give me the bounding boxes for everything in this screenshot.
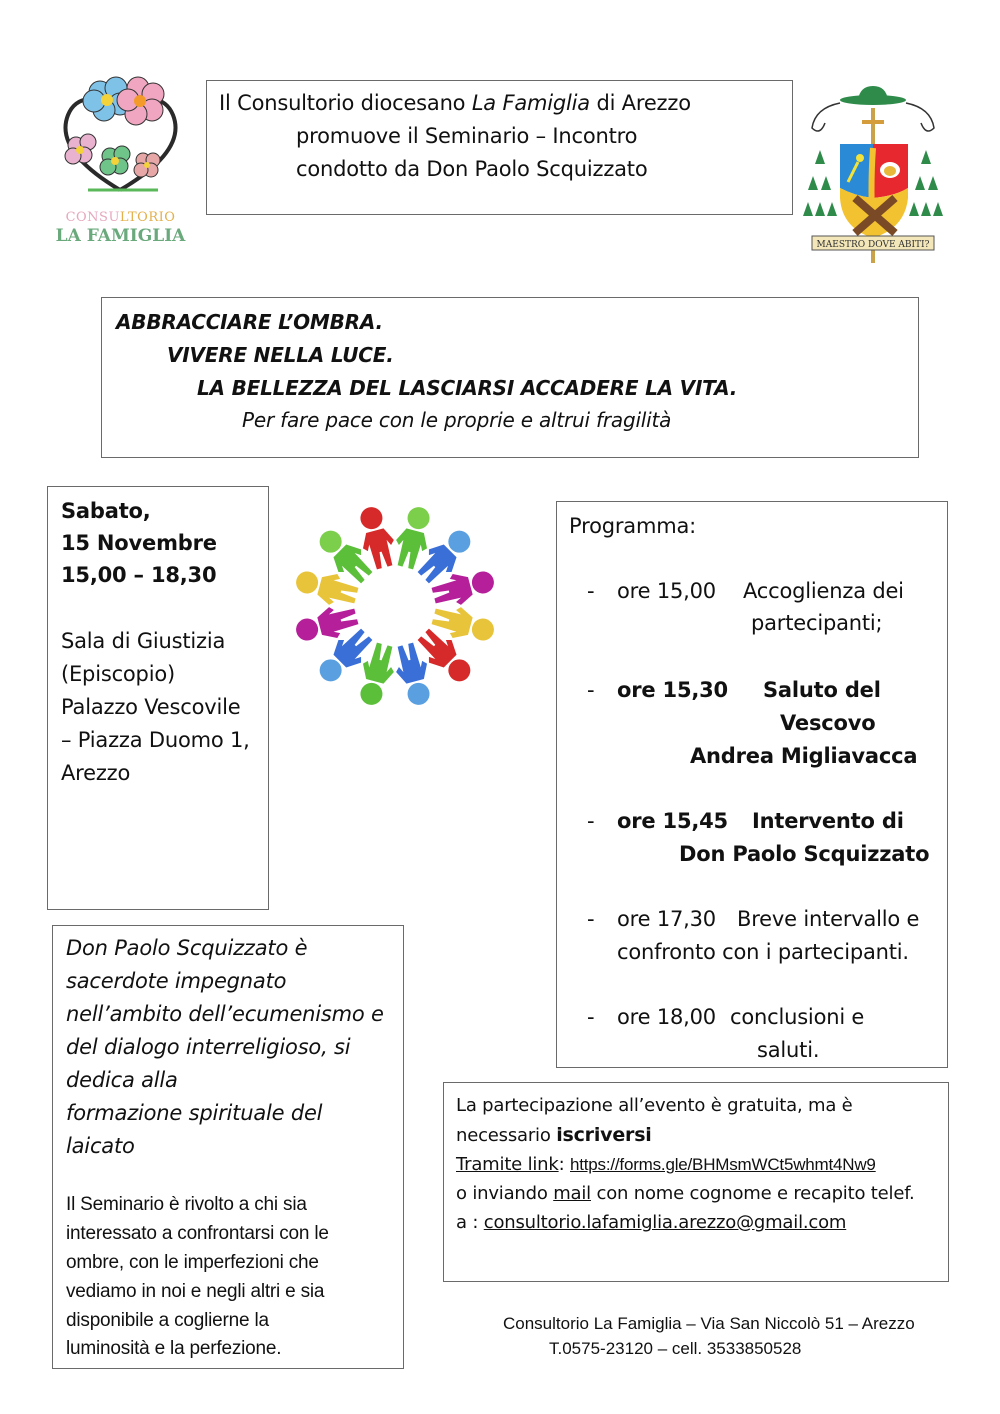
event-location-line: – Piazza Duomo 1, [61, 728, 250, 752]
header-line-3: condotto da Don Paolo Scquizzato [296, 157, 648, 181]
flowers-heart-icon [48, 70, 193, 210]
program-dash: - [587, 579, 595, 603]
bio-line: del dialogo interreligioso, si [66, 1035, 351, 1059]
event-date: 15 Novembre [61, 531, 217, 555]
seminar-line: Il Seminario è rivolto a chi sia [66, 1194, 307, 1215]
person-head [469, 569, 496, 596]
program-text: Andrea Migliavacca [690, 744, 918, 768]
header-italic-name: La Famiglia [471, 91, 590, 115]
link-separator: : [558, 1154, 570, 1175]
seminar-line: interessato a confrontarsi con le [66, 1223, 329, 1244]
program-dash: - [587, 809, 595, 833]
program-heading: Programma: [569, 514, 697, 538]
people-circle-icon [280, 498, 510, 718]
program-time: ore 15,00 [617, 579, 716, 603]
program-text: Accoglienza dei [743, 579, 904, 603]
header-box [206, 80, 793, 215]
person-head [358, 505, 385, 532]
person-head [405, 505, 432, 532]
program-time: ore 15,45 [617, 809, 728, 833]
footer-phone: T.0575-23120 – cell. 3533850528 [549, 1339, 802, 1358]
program-text: Don Paolo Scquizzato [679, 842, 930, 866]
event-time: 15,00 – 18,30 [61, 563, 217, 587]
email-link[interactable]: consultorio.lafamiglia.arezzo@gmail.com [483, 1212, 847, 1233]
consultorio-logo [48, 70, 193, 250]
person-head [358, 680, 385, 707]
program-dash: - [587, 907, 595, 931]
registration-emphasis: iscriversi [556, 1124, 652, 1146]
logo-text-consultorio: CONSULTORIO [65, 210, 176, 225]
header-line-2: promuove il Seminario – Incontro [296, 124, 638, 148]
header-line-1 [219, 91, 691, 115]
program-text: Breve intervallo e [737, 907, 920, 931]
bio-box [52, 925, 404, 1369]
event-info-box [47, 486, 269, 910]
logo-text-la-famiglia: LA FAMIGLIA [55, 226, 186, 246]
seminar-line: luminosità e la perfezione. [66, 1338, 282, 1359]
bio-line: nell’ambito dell’ecumenismo e [66, 1002, 384, 1026]
bio-line: Don Paolo Scquizzato è [66, 936, 308, 960]
person-head [294, 616, 321, 643]
event-location-line: (Episcopio) [61, 662, 175, 686]
people-circle-image [280, 498, 510, 718]
title-line-1: ABBRACCIARE L’OMBRA. [116, 310, 383, 334]
header-text: di Arezzo [589, 91, 691, 115]
event-location-line: Palazzo Vescovile [61, 695, 241, 719]
coat-of-arms-icon [800, 78, 950, 273]
registration-line-4 [456, 1183, 915, 1204]
coat-motto: MAESTRO DOVE ABITI? [816, 240, 930, 250]
form-link[interactable]: https://forms.gle/BHMsmWCt5whmt4Nw9 [570, 1155, 876, 1174]
program-time: ore 17,30 [617, 907, 716, 931]
program-box [556, 501, 948, 1068]
program-text: confronto con i partecipanti. [617, 940, 909, 964]
registration-text: necessario [456, 1125, 557, 1146]
title-box [101, 297, 919, 458]
registration-line-2 [456, 1124, 652, 1146]
seminar-line: vediamo in noi e negli altri e sia [66, 1281, 325, 1302]
registration-text: a : [456, 1212, 484, 1233]
title-line-2: VIVERE NELLA LUCE. [167, 343, 394, 367]
bio-line: sacerdote impegnato [66, 969, 287, 993]
registration-line-1: La partecipazione all’evento è gratuita, ma è [456, 1095, 853, 1116]
header-text: Il Consultorio diocesano [219, 91, 472, 115]
coat-of-arms [800, 78, 950, 273]
registration-link-line [456, 1154, 876, 1175]
registration-text: o inviando [456, 1183, 554, 1204]
program-text: Saluto del [763, 678, 881, 702]
program-time: ore 15,30 [617, 678, 728, 702]
program-dash: - [587, 1005, 595, 1029]
event-location-line: Arezzo [61, 761, 131, 785]
person-head [405, 680, 432, 707]
person-head [294, 569, 321, 596]
registration-text: con nome cognome e recapito telef. [590, 1183, 915, 1204]
title-subtitle: Per fare pace con le proprie e altrui fragilità [242, 408, 672, 432]
program-text: partecipanti; [751, 611, 883, 635]
event-day: Sabato, [61, 499, 151, 523]
bio-line: formazione spirituale del [66, 1101, 323, 1125]
program-time: ore 18,00 [617, 1005, 716, 1029]
link-label: Tramite link [456, 1154, 559, 1175]
title-line-3: LA BELLEZZA DEL LASCIARSI ACCADERE LA VITA. [197, 376, 738, 400]
program-text: conclusioni e [730, 1005, 865, 1029]
footer-address: Consultorio La Famiglia – Via San Niccolò 51 – Arezzo [503, 1314, 915, 1333]
registration-box [443, 1082, 949, 1282]
bio-line: laicato [66, 1134, 135, 1158]
program-text: saluti. [757, 1038, 820, 1062]
mail-word: mail [553, 1183, 591, 1204]
program-text: Vescovo [780, 711, 876, 735]
event-location-line: Sala di Giustizia [61, 629, 226, 653]
seminar-line: disponibile a coglierne la [66, 1310, 269, 1331]
registration-email-line [456, 1212, 846, 1233]
bio-line: dedica alla [66, 1068, 178, 1092]
program-text: Intervento di [752, 809, 904, 833]
person-head [469, 616, 496, 643]
program-dash: - [587, 678, 595, 702]
seminar-line: ombre, con le imperfezioni che [66, 1252, 319, 1273]
